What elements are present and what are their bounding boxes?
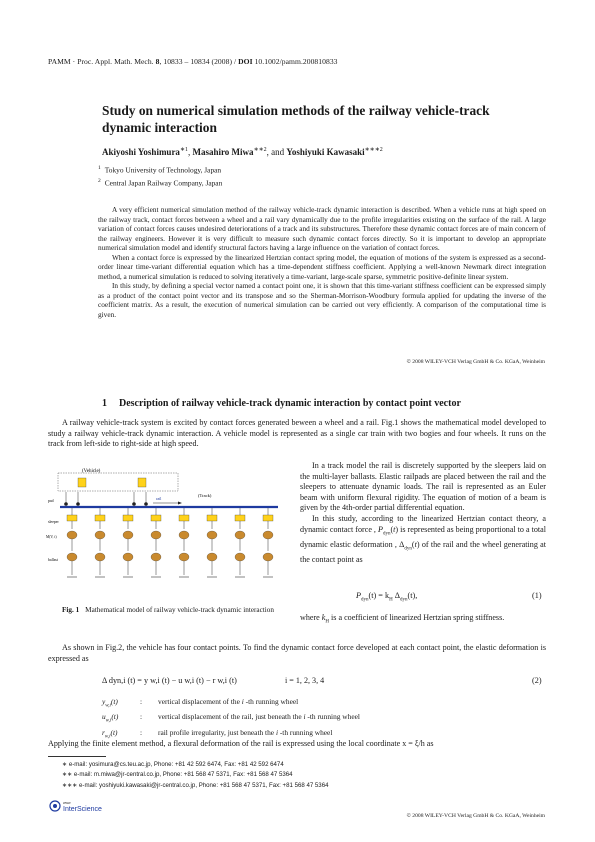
author-1-mark: ∗1 <box>179 147 188 153</box>
sleeper-block <box>123 515 133 521</box>
def-desc: -th running wheel <box>243 697 299 706</box>
caption-text: Mathematical model of railway vehicle-track dynamic interaction <box>85 606 274 614</box>
body-paragraph: A railway vehicle-track system is excited by contact forces generated beween a wheel and a rail. Fig.1 shows the mathematical model developed to study a railway vehicle-track dynamic interaction. A vehicle model is represented as a single car train with two bogies and four wheels. It runs on the track from left-side to right-side at high speed. <box>48 418 546 449</box>
eq-symbol: P <box>356 591 362 600</box>
logo-dot <box>53 804 57 808</box>
eq-text: (t) = k <box>368 591 390 600</box>
sleeper-block <box>95 515 105 521</box>
wheel-contact <box>144 502 148 506</box>
vehicle-label: (Vehicle) <box>82 469 101 474</box>
vehicle-box <box>58 473 178 491</box>
author-1: Akiyoshi Yoshimura <box>102 147 180 157</box>
wheel-contact <box>132 502 136 506</box>
def-sub: w,i <box>105 718 112 724</box>
footnote: ∗ e-mail: yosimura@cs.teu.ac.jp, Phone: +81 42 592 6474, Fax: +81 42 592 6474 <box>62 761 284 768</box>
eq-text: (t), <box>407 591 418 600</box>
author-and: , and <box>266 147 285 157</box>
track-supports <box>64 492 273 577</box>
wheel-contact <box>64 502 68 506</box>
ballast-label: ballast <box>48 558 58 562</box>
body-paragraph: In a track model the rail is discretely supported by the sleepers laid on the multi-layer ballasts. Elastic railpads are placed between the rail and the sleepers to attenuate dynamic loads. The rail is represented as an Euler beam with uniform flexural rigidity. The equation of motion of a beam is given by the 4th-order partial differential equation. <box>300 461 546 513</box>
affiliation-text: Tokyo University of Technology, Japan <box>104 165 222 175</box>
equation-1 <box>356 591 417 603</box>
volume-number: 8 <box>155 57 160 66</box>
affiliations <box>98 163 222 188</box>
footnotes <box>62 760 328 791</box>
abstract-paragraph: When a contact force is expressed by the linearized Hertzian contact spring model, the equation of motions of the system is expressed as a second-order linear time-variant differential equation which has a time-dependent stiffness coefficient. Applying a well-known Newmark direct integration method, a numerical simulation is reduced to solving iteratively a time-variant, large-scale sparse, symmetric positive-definite linear system. <box>98 252 546 281</box>
def-arg: (t) <box>110 697 118 706</box>
email-link[interactable]: yosimura@cs.teu.ac.jp <box>88 761 151 768</box>
text-span: is a coefficient of linearized Hertzian spring stiffness. <box>329 613 505 622</box>
ballast-mass <box>67 531 77 539</box>
ballast-mass <box>123 531 133 539</box>
section-title: Description of railway vehicle-track dynamic interaction by contact point vector <box>119 398 461 409</box>
footnote: ∗∗∗ e-mail: yoshiyuki.kawasaki@jr-central.co.jp, Phone: +81 568 47 5371, Fax: +81 568 47 5364 <box>62 781 329 789</box>
pages-year: , 10833 – 10834 (2008) / <box>159 57 237 66</box>
ballast-mass <box>207 531 217 539</box>
ballast-mass <box>235 553 245 561</box>
sleeper-block <box>179 515 189 521</box>
ballast-mass <box>179 553 189 561</box>
text-span: In this study, according to the linearized Hertzian contact theory, a dynamic contact force , <box>300 513 546 534</box>
ballast-mass <box>263 531 273 539</box>
eq-sub: dyn <box>361 597 369 603</box>
ballast-mass <box>263 553 273 561</box>
body-paragraph: Applying the finite element method, a flexural deformation of the rail is expressed using the local coordinate x = ξ/h as <box>48 739 434 748</box>
track-label: (Track) <box>198 493 212 498</box>
sleeper-block <box>207 515 217 521</box>
equation-number: (2) <box>532 676 542 685</box>
footnote: ∗∗ e-mail: m.miwa@jr-central.co.jp, Phone: +81 568 47 5371, Fax: +81 568 47 5364 <box>62 771 293 779</box>
affiliation-number: 1 <box>98 165 101 171</box>
eq-sub: H <box>389 597 393 603</box>
author-3-mark: ∗∗∗2 <box>364 147 383 153</box>
figure-1-diagram <box>48 465 292 593</box>
ballast-mass <box>95 553 105 561</box>
ballast-mass <box>235 531 245 539</box>
def-desc: -th running wheel <box>278 727 333 737</box>
def-sub: w,i <box>104 734 111 739</box>
logo-brand: InterScience <box>63 806 102 813</box>
sleeper-block <box>151 515 161 521</box>
paper-title: Study on numerical simulation methods of the railway vehicle-track dynamic interaction <box>102 103 490 135</box>
eq-symbol: Δ <box>394 591 400 600</box>
definition-row: $y_{w,i}(t)$ : vertical displacement of the i -th running wheel <box>102 697 299 709</box>
car-body-block <box>138 478 146 487</box>
affiliation-text: Central Japan Railway Company, Japan <box>104 178 223 188</box>
ballast-mass <box>123 553 133 561</box>
ballast-mass <box>151 553 161 561</box>
copyright-notice: © 2008 WILEY-VCH Verlag GmbH & Co. KGaA, Weinheim <box>406 813 545 819</box>
abstract <box>98 205 546 320</box>
sleeper-block <box>67 515 77 521</box>
def-sub: w,i <box>105 703 111 709</box>
figure-caption <box>62 606 280 615</box>
figure-number: Fig. 1 <box>62 606 80 614</box>
journal-name: PAMM · Proc. Appl. Math. Mech. <box>48 57 154 66</box>
equation-explanation <box>300 613 504 625</box>
def-desc: -th running wheel <box>305 712 360 722</box>
sleeper-block <box>235 515 245 521</box>
wheel-contact <box>76 502 80 506</box>
text-span: of the rail and the wheel generating at the contact point as <box>300 539 546 564</box>
sleeper-label: sleeper <box>48 520 59 524</box>
def-index: i <box>303 712 306 722</box>
direction-arrow-head <box>178 502 182 505</box>
body-paragraph: As shown in Fig.2, the vehicle has four contact points. To find the dynamic contact force developed at each contact point, the elastic deformation is expressed as <box>48 643 546 663</box>
author-3: Yoshiyuki Kawasaki <box>286 147 365 157</box>
email-link[interactable]: m.miwa@jr-central.co.jp <box>93 771 160 779</box>
def-symbol: y <box>102 697 106 706</box>
logo-small-text: www <box>63 801 71 805</box>
text-span: where <box>300 613 322 622</box>
equation-number: (1) <box>532 591 542 600</box>
abstract-paragraph: A very efficient numerical simulation method of the railway vehicle-track dynamic interaction is described. When a vehicle runs at high speed on the railway track, contact forces between a wheel and a rail vary dynamically due to the profile irregularities existing on the surface of the rail. A large variation of contact forces causes undesired deteriorations of a track and its substructures. Therefore these dynamic contact forces are of main concern of the railway engineers. However it is very difficult to measure such dynamic contact forces directly. So it is important to develop an appropriate numerical simulation model and identify structural factors having a large influence on the variation of contact forces. <box>98 205 546 253</box>
ballast-mass <box>207 553 217 561</box>
def-desc: vertical displacement of the <box>158 697 242 706</box>
def-arg: (t) <box>111 712 119 722</box>
hz-label: M(V, t) <box>46 535 57 539</box>
equation-2: Δ dyn,i (t) = y w,i (t) − u w,i (t) − r w,i (t) <box>102 676 237 685</box>
ballast-mass <box>179 531 189 539</box>
def-desc: rail profile irregularity, just beneath the <box>158 727 276 737</box>
author-line: Akiyoshi Yoshimura$^{∗1}$, Masahiro Miwa$^{∗∗2}$, and Yoshiyuki Kawasaki$^{∗∗∗2}$ <box>102 147 383 157</box>
eq-symbol: k <box>321 613 326 622</box>
pad-label: pad <box>48 499 54 503</box>
sleeper-block <box>263 515 273 521</box>
right-column-text <box>300 461 546 566</box>
rail-label: rail <box>156 496 162 501</box>
eq-sub: dyn <box>400 597 408 603</box>
doi-label: DOI <box>238 57 253 66</box>
car-body-block <box>78 478 86 487</box>
eq-sub: H <box>325 619 330 625</box>
def-index: i <box>241 697 244 706</box>
email-link[interactable]: yoshiyuki.kawasaki@jr-central.co.jp <box>99 781 196 789</box>
def-desc: vertical displacement of the rail, just beneath the <box>158 712 304 722</box>
doi: 10.1002/pamm.200810833 <box>254 57 338 66</box>
running-header <box>48 57 338 66</box>
footnote-rule <box>48 756 106 757</box>
definition-row: $u_{w,i}(t)$ : vertical displacement of the rail, just beneath the i -th running wheel <box>102 712 360 724</box>
symbol-definitions <box>102 697 360 743</box>
interscience-logo <box>49 799 119 813</box>
section-number: 1 <box>102 398 107 409</box>
def-symbol: r <box>102 727 105 737</box>
def-index: i <box>275 727 278 737</box>
ballast-mass <box>151 531 161 539</box>
def-symbol: u <box>102 712 106 722</box>
body-paragraph: In this study, according to the linearized Hertzian contact theory, a dynamic contact force , $P_{dyn}(t)$ is represented as being proportional to a total dynamic elastic deformation , $\Delta_{dyn}(t)$ of the rail and the wheel generating at the contact point as <box>300 513 547 564</box>
ballast-mass <box>95 531 105 539</box>
section-heading <box>102 398 461 409</box>
copyright-notice: © 2008 WILEY-VCH Verlag GmbH & Co. KGaA, Weinheim <box>406 359 545 365</box>
author-2-mark: ∗∗2 <box>253 147 267 153</box>
def-arg: (t) <box>110 727 118 737</box>
equation-index: i = 1, 2, 3, 4 <box>285 676 325 685</box>
definition-row: $r_{w,i}(t)$ : rail profile irregularity, just beneath the i -th running wheel <box>102 727 333 739</box>
ballast-mass <box>67 553 77 561</box>
affiliation-number: 2 <box>98 177 101 184</box>
abstract-paragraph: In this study, by defining a special vector named a contact point one, it is shown that this time-variant stiffness coefficient can be expressed simply as a product of the contact point vector and its transpose and so the Sherman-Morrison-Woodbury formula applied for updating the inverse of the coefficient matrix. As a result, the execution of numerical simulation can be carried out very efficiently. A comparison of the computational time is given. <box>98 281 546 320</box>
text-span: is represented as being proportional to a total dynamic elastic deformation , <box>300 524 547 549</box>
author-2: Masahiro Miwa <box>192 147 254 157</box>
